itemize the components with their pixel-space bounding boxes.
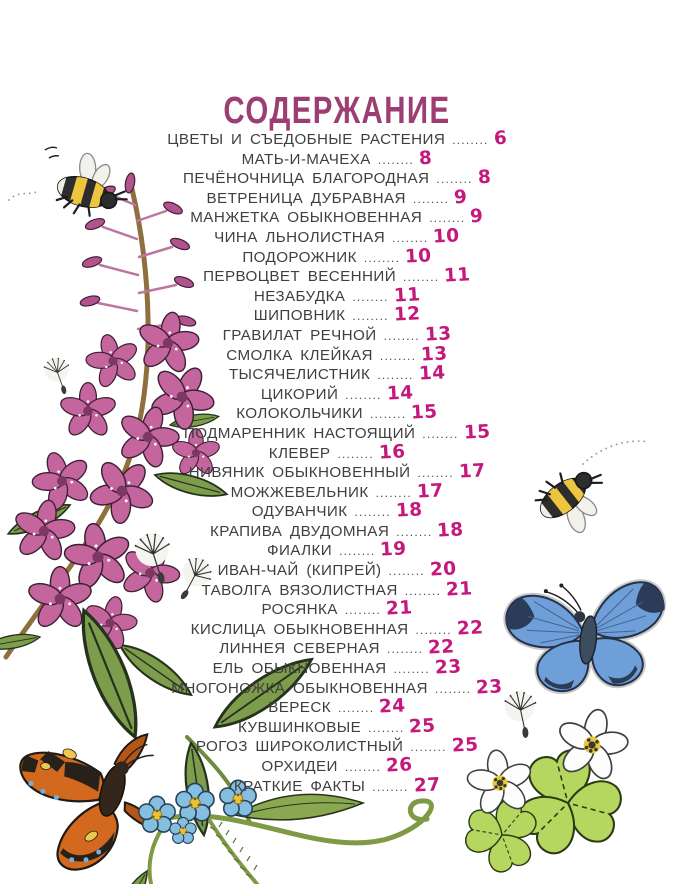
toc-entry-label: ТЫСЯЧЕЛИСТНИК [228,366,371,384]
toc-entry-dots: ........ [368,720,405,735]
toc-entry-dots: ........ [386,642,424,657]
toc-entry-dots: ........ [403,270,440,285]
toc-entry-page-number: 12 [393,303,421,327]
toc-entry-label: ФИАЛКИ [267,542,333,560]
toc-entry-dots: ........ [412,191,450,206]
toc-entry-page-number: 25 [408,715,437,738]
toc-entry [137,734,537,758]
toc-entry-dots: ........ [393,662,430,677]
toc-entry [137,618,537,638]
toc-entry [137,285,537,305]
toc-entry [137,716,537,736]
toc-entry [137,148,537,168]
bumblebee-icon [5,140,140,240]
toc-entry-page-number: 11 [443,264,472,287]
toc-entry [137,167,537,187]
toc-entry-dots: ........ [352,289,389,304]
toc-entry-label: МОЖЖЕВЕЛЬНИК [230,483,369,501]
toc-entry [137,559,537,579]
toc-entry-page-number: 18 [395,499,423,522]
toc-entry [137,677,537,697]
toc-entry-page-number: 25 [451,734,479,758]
toc-entry [137,657,537,677]
toc-entry-dots: ........ [383,328,420,343]
toc-entry-dots: ........ [436,172,473,187]
toc-entry-dots: ........ [337,701,375,716]
toc-entry-dots: ........ [388,564,425,579]
toc-entry-dots: ........ [372,779,409,794]
toc-entry-label: ЛИННЕЯ СЕВЕРНАЯ [219,640,380,658]
toc-entry-dots: ........ [377,152,415,167]
toc-entry-dots: ........ [429,211,466,226]
toc-entry-label: ПЕРВОЦВЕТ ВЕСЕННИЙ [203,268,397,286]
toc-entry-label: ЧИНА ЛЬНОЛИСТНАЯ [214,228,386,246]
toc-entry-dots: ........ [417,466,454,481]
toc-entry-page-number: 17 [416,480,444,503]
toc-entry-label: ВЕРЕСК [268,699,331,717]
toc-entry-page-number: 21 [385,597,414,620]
toc-entry-dots: ........ [363,250,401,265]
toc-entry [137,187,537,207]
toc-entry-page-number: 10 [404,244,433,268]
toc-entry-page-number: 15 [410,401,439,424]
toc-entry [137,636,537,660]
toc-entry-page-number: 6 [492,127,508,150]
toc-entry [137,363,537,383]
toc-entry-label: НЕЗАБУДКА [253,287,346,305]
toc-entry-page-number: 17 [458,460,486,483]
toc-entry-label: ВЕТРЕНИЦА ДУБРАВНАЯ [206,189,406,207]
toc-entry-label: ТАВОЛГА ВЯЗОЛИСТНАЯ [201,581,398,599]
toc-entry-page-number: 22 [456,617,484,640]
toc-entry-page-number: 9 [469,206,485,228]
toc-entry-dots: ........ [422,426,459,441]
toc-entry-label: ПОДМАРЕННИК НАСТОЯЩИЙ [183,424,416,442]
toc-entry-label: КУВШИНКОВЫЕ [237,718,362,736]
toc-entry-label: ОРХИДЕИ [261,758,338,775]
toc-entry-label: ОДУВАНЧИК [251,503,348,521]
toc-entry-dots: ........ [415,622,452,637]
toc-entry-dots: ........ [452,133,489,147]
toc-entry-page-number: 8 [477,166,492,189]
toc-entry [137,520,537,540]
toc-entry-dots: ........ [369,407,407,422]
toc-entry-label: МАТЬ-И-МАЧЕХА [241,150,371,168]
toc-entry [137,481,537,501]
toc-entry-label: НИВЯНИК ОБЫКНОВЕННЫЙ [188,464,411,482]
toc-entry-label: ПОДОРОЖНИК [242,248,357,266]
toc-entry-page-number: 9 [453,186,469,209]
toc-entry-label: ЦИКОРИЙ [260,385,339,403]
toc-entry-dots: ........ [392,230,429,245]
toc-entry-page-number: 23 [475,675,504,699]
toc-entry [137,383,537,403]
toc-entry-dots: ........ [379,348,417,363]
toc-entry [137,500,537,520]
toc-entry-label: КЛЕВЕР [268,444,331,462]
toc-entry [137,775,537,795]
toc-entry-label: РОСЯНКА [261,601,338,619]
toc-entry-page-number: 24 [378,695,407,718]
toc-entry [137,696,537,716]
toc-entry-page-number: 13 [424,323,452,346]
toc-entry-page-number: 27 [413,773,441,797]
toc-entry [137,579,537,599]
toc-entry [137,324,537,344]
toc-entry-dots: ........ [337,446,374,461]
toc-entry-dots: ........ [396,524,433,539]
toc-entry-label: ГРАВИЛАТ РЕЧНОЙ [222,326,377,344]
toc-entry-label: КОЛОКОЛЬЧИКИ [236,405,363,423]
toc-entry [137,442,537,462]
toc-entry [137,402,537,422]
toc-entry-page-number: 19 [379,538,408,562]
toc-entry-label: ЕЛЬ ОБЫКНОВЕННАЯ [212,660,387,678]
table-of-contents [137,127,537,797]
toc-entry-dots: ........ [434,681,472,696]
toc-entry-label: ЦВЕТЫ И СЪЕДОБНЫЕ РАСТЕНИЯ [167,131,446,148]
toc-entry-label: РОГОЗ ШИРОКОЛИСТНЫЙ [195,738,404,756]
toc-entry-label: МНОГОНОЖКА ОБЫКНОВЕННАЯ [171,679,428,697]
toc-entry [137,226,537,246]
toc-entry-page-number: 18 [436,519,465,542]
toc-entry-dots: ........ [352,309,389,324]
toc-entry [137,422,537,442]
toc-entry-label: ИВАН-ЧАЙ (КИПРЕЙ) [217,562,382,580]
toc-entry-label: КРАТКИЕ ФАКТЫ [233,777,366,795]
toc-entry-dots: ........ [344,603,382,618]
toc-entry-page-number: 26 [385,754,414,777]
toc-entry [137,598,537,618]
toc-entry-label: МАНЖЕТКА ОБЫКНОВЕННАЯ [190,209,423,227]
toc-entry-page-number: 20 [429,558,457,581]
toc-entry-label: ПЕЧЁНОЧНИЦА БЛАГОРОДНАЯ [183,170,430,188]
toc-entry [137,461,537,481]
toc-entry-page-number: 14 [418,362,446,385]
toc-entry [137,128,537,148]
toc-entry-dots: ........ [410,740,447,755]
toc-entry-label: КРАПИВА ДВУДОМНАЯ [209,522,390,540]
toc-entry [137,206,537,226]
toc-entry-dots: ........ [344,760,382,774]
toc-entry [137,265,537,285]
toc-entry-dots: ........ [345,387,382,402]
toc-entry-page-number: 23 [434,656,462,679]
toc-entry-dots: ........ [377,368,414,383]
toc-entry [137,303,537,327]
toc-entry-page-number: 13 [420,342,449,366]
toc-entry-page-number: 8 [418,147,433,169]
toc-entry [137,755,537,775]
toc-entry-page-number: 22 [427,636,456,660]
page-title: СОДЕРЖАНИЕ [223,88,451,132]
toc-entry-label: ШИПОВНИК [253,307,346,325]
toc-entry-dots: ........ [404,583,441,598]
toc-entry-dots: ........ [354,505,391,520]
dandelion-seed-icon [38,348,78,404]
toc-entry-page-number: 10 [432,225,461,248]
toc-entry-page-number: 15 [463,421,491,444]
toc-entry-label: СМОЛКА КЛЕЙКАЯ [226,346,373,364]
toc-entry-page-number: 21 [445,577,474,601]
toc-entry-dots: ........ [339,544,376,559]
toc-entry-dots: ........ [375,485,412,500]
toc-entry [137,344,537,364]
toc-entry-page-number: 16 [378,440,406,464]
toc-entry-label: КИСЛИЦА ОБЫКНОВЕННАЯ [190,620,409,638]
toc-entry-page-number: 14 [386,382,414,405]
toc-entry-page-number: 11 [393,284,421,307]
toc-entry [137,246,537,266]
toc-entry [137,538,537,562]
